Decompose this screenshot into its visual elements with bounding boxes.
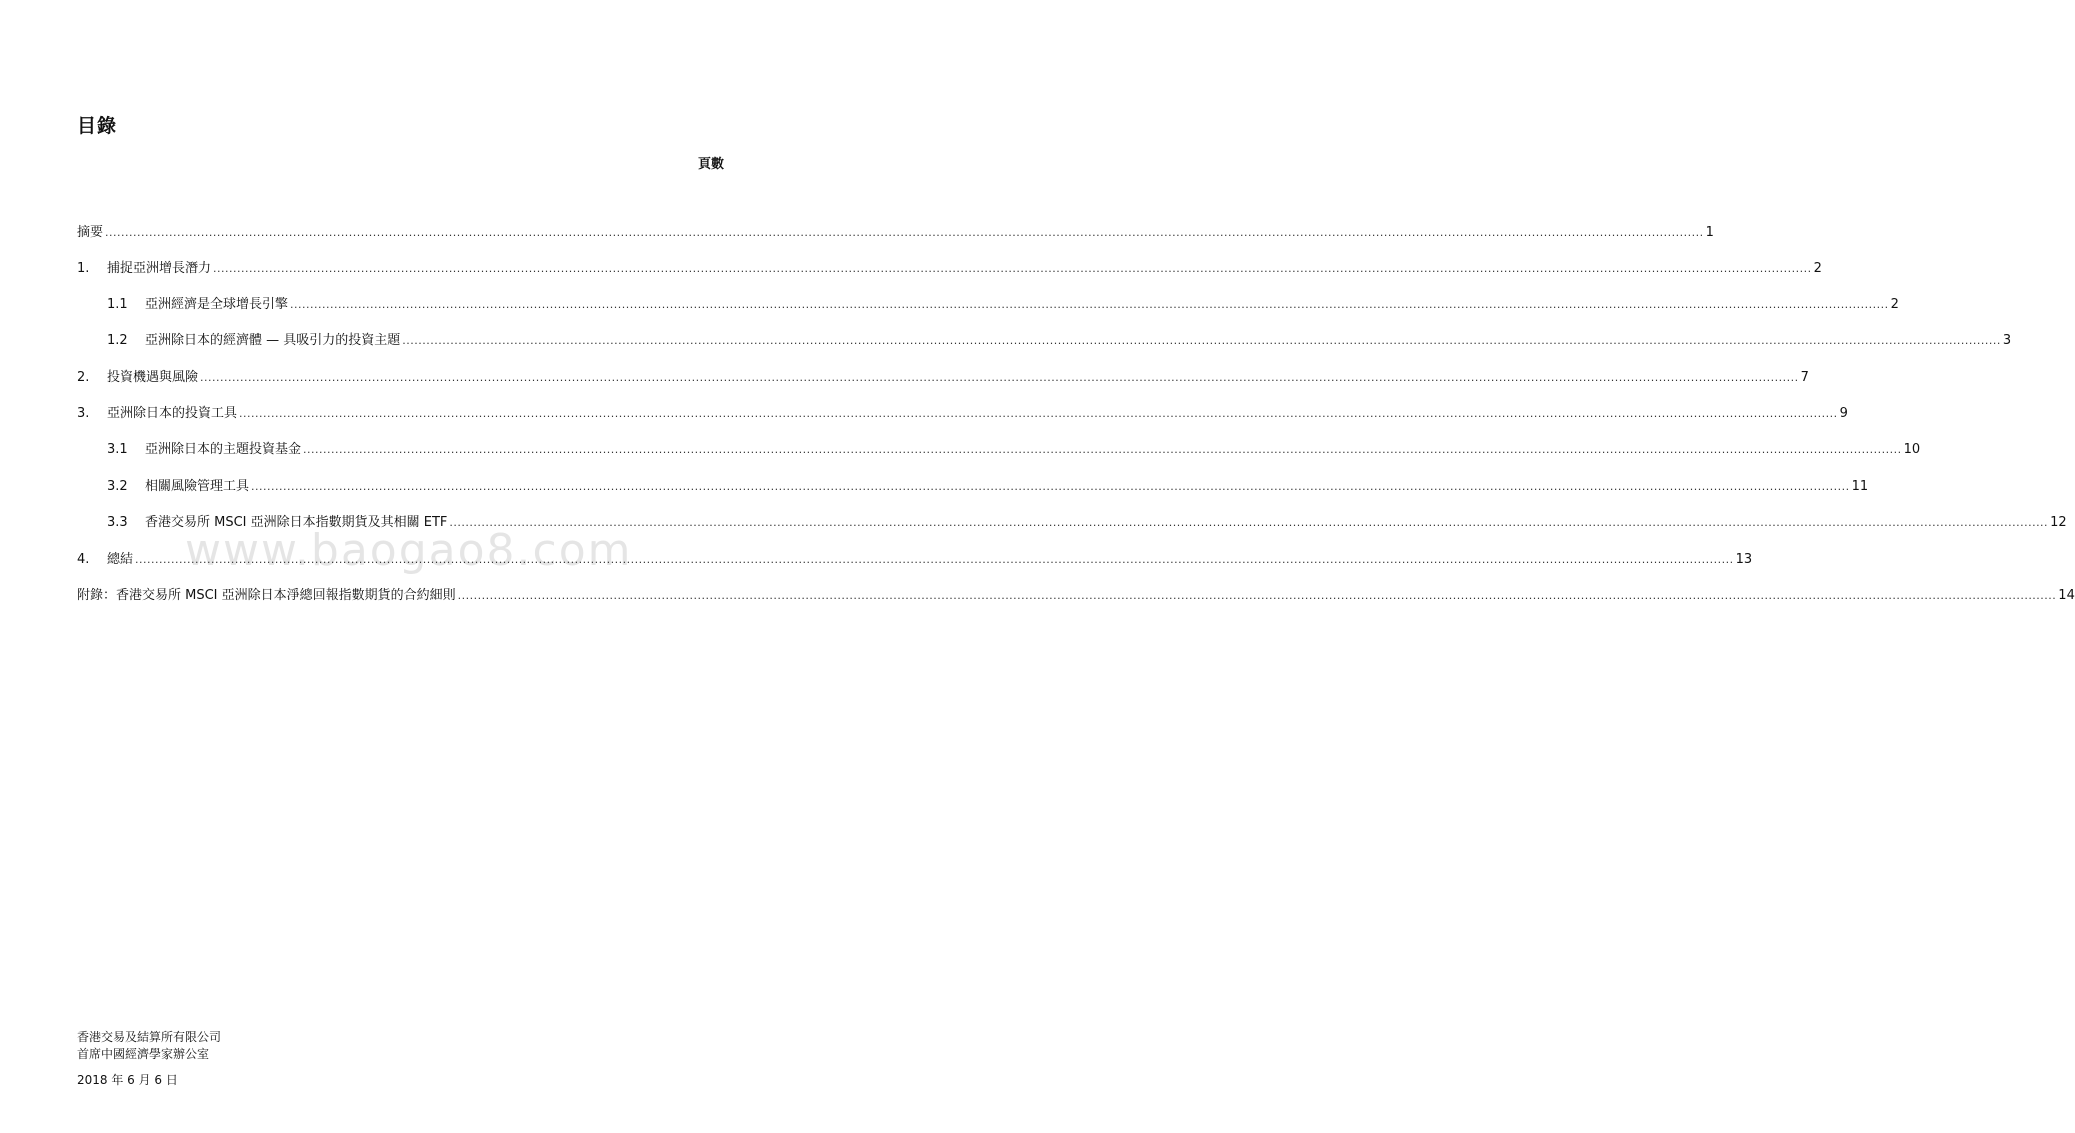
toc-number: 1.1 <box>107 297 128 312</box>
toc-number: 3.3 <box>107 515 128 530</box>
toc-page-number: 11 <box>1851 479 1869 494</box>
toc-label: 摘要 <box>77 225 104 240</box>
toc-page-number: 10 <box>1903 442 1921 457</box>
dot-leader: ................................................................................................................................................................................................................................................................................................................................................................................................................ <box>213 262 1812 275</box>
toc-number: 3.1 <box>107 442 128 457</box>
footer-organization: 香港交易及結算所有限公司 <box>77 1030 222 1044</box>
toc-label: 亞洲除日本的主題投資基金 <box>145 442 302 457</box>
toc-entry-3-2[interactable] <box>107 475 1869 495</box>
footer-department: 首席中國經濟學家辦公室 <box>77 1047 210 1061</box>
toc-page-number: 3 <box>2002 333 2012 348</box>
toc-label: 附錄：香港交易所 MSCI 亞洲除日本淨總回報指數期貨的合約細則 <box>77 588 456 603</box>
toc-entry-summary[interactable] <box>77 221 1714 241</box>
toc-number: 1. <box>77 261 90 276</box>
toc-number: 1.2 <box>107 333 128 348</box>
dot-leader: ................................................................................................................................................................................................................................................................................................................................................................................................................ <box>105 226 1704 239</box>
toc-entry-1-1[interactable] <box>107 293 1899 313</box>
toc-number: 4. <box>77 552 90 567</box>
dot-leader: ................................................................................................................................................................................................................................................................................................................................................................................................................ <box>251 480 1850 493</box>
toc-label: 相關風險管理工具 <box>145 479 250 494</box>
footer-date: 2018 年 6 月 6 日 <box>77 1073 178 1087</box>
page-title: 目錄 <box>77 115 118 137</box>
dot-leader: ................................................................................................................................................................................................................................................................................................................................................................................................................ <box>200 371 1799 384</box>
dot-leader: ................................................................................................................................................................................................................................................................................................................................................................................................................ <box>402 334 2001 347</box>
watermark: www.baogao8.com <box>185 525 633 576</box>
toc-page-number: 13 <box>1735 552 1753 567</box>
dot-leader: ................................................................................................................................................................................................................................................................................................................................................................................................................ <box>135 553 1734 566</box>
toc-number: 2. <box>77 370 90 385</box>
toc-entry-1-2[interactable] <box>107 329 2012 349</box>
dot-leader: ................................................................................................................................................................................................................................................................................................................................................................................................................ <box>239 407 1838 420</box>
dot-leader: ................................................................................................................................................................................................................................................................................................................................................................................................................ <box>290 298 1889 311</box>
toc-label: 投資機遇與風險 <box>107 370 199 385</box>
toc-page-number: 2 <box>1813 261 1822 276</box>
toc-entry-1[interactable] <box>77 257 1822 277</box>
toc-entry-3-1[interactable] <box>107 438 1921 458</box>
toc-label: 亞洲經濟是全球增長引擎 <box>145 297 289 312</box>
toc-page-number: 1 <box>1705 225 1714 240</box>
toc-label: 總結 <box>107 552 134 567</box>
toc-number: 3. <box>77 406 90 421</box>
toc-label: 捕捉亞洲增長潛力 <box>107 261 212 276</box>
toc-page-number: 14 <box>2058 588 2075 603</box>
toc-entry-3[interactable] <box>77 402 1848 422</box>
toc-label: 香港交易所 MSCI 亞洲除日本指數期貨及其相關 ETF <box>145 515 448 530</box>
dot-leader: ................................................................................................................................................................................................................................................................................................................................................................................................................ <box>449 516 2049 529</box>
toc-page-number: 7 <box>1800 370 1809 385</box>
toc-label: 亞洲除日本的經濟體 — 具吸引力的投資主題 <box>145 333 401 348</box>
page-column-header: 頁數 <box>697 157 724 172</box>
toc-page-number: 12 <box>2050 515 2067 530</box>
toc-entry-3-3[interactable] <box>107 511 2067 531</box>
toc-entry-2[interactable] <box>77 366 1809 386</box>
dot-leader: ................................................................................................................................................................................................................................................................................................................................................................................................................ <box>303 443 1902 456</box>
toc-label: 亞洲除日本的投資工具 <box>107 406 238 421</box>
toc-entry-4[interactable] <box>77 548 1753 568</box>
dot-leader: ................................................................................................................................................................................................................................................................................................................................................................................................................ <box>457 589 2057 602</box>
toc-page-number: 2 <box>1890 297 1899 312</box>
toc-page-number: 9 <box>1839 406 1848 421</box>
toc-number: 3.2 <box>107 479 128 494</box>
toc-entry-appendix[interactable] <box>77 584 2075 604</box>
